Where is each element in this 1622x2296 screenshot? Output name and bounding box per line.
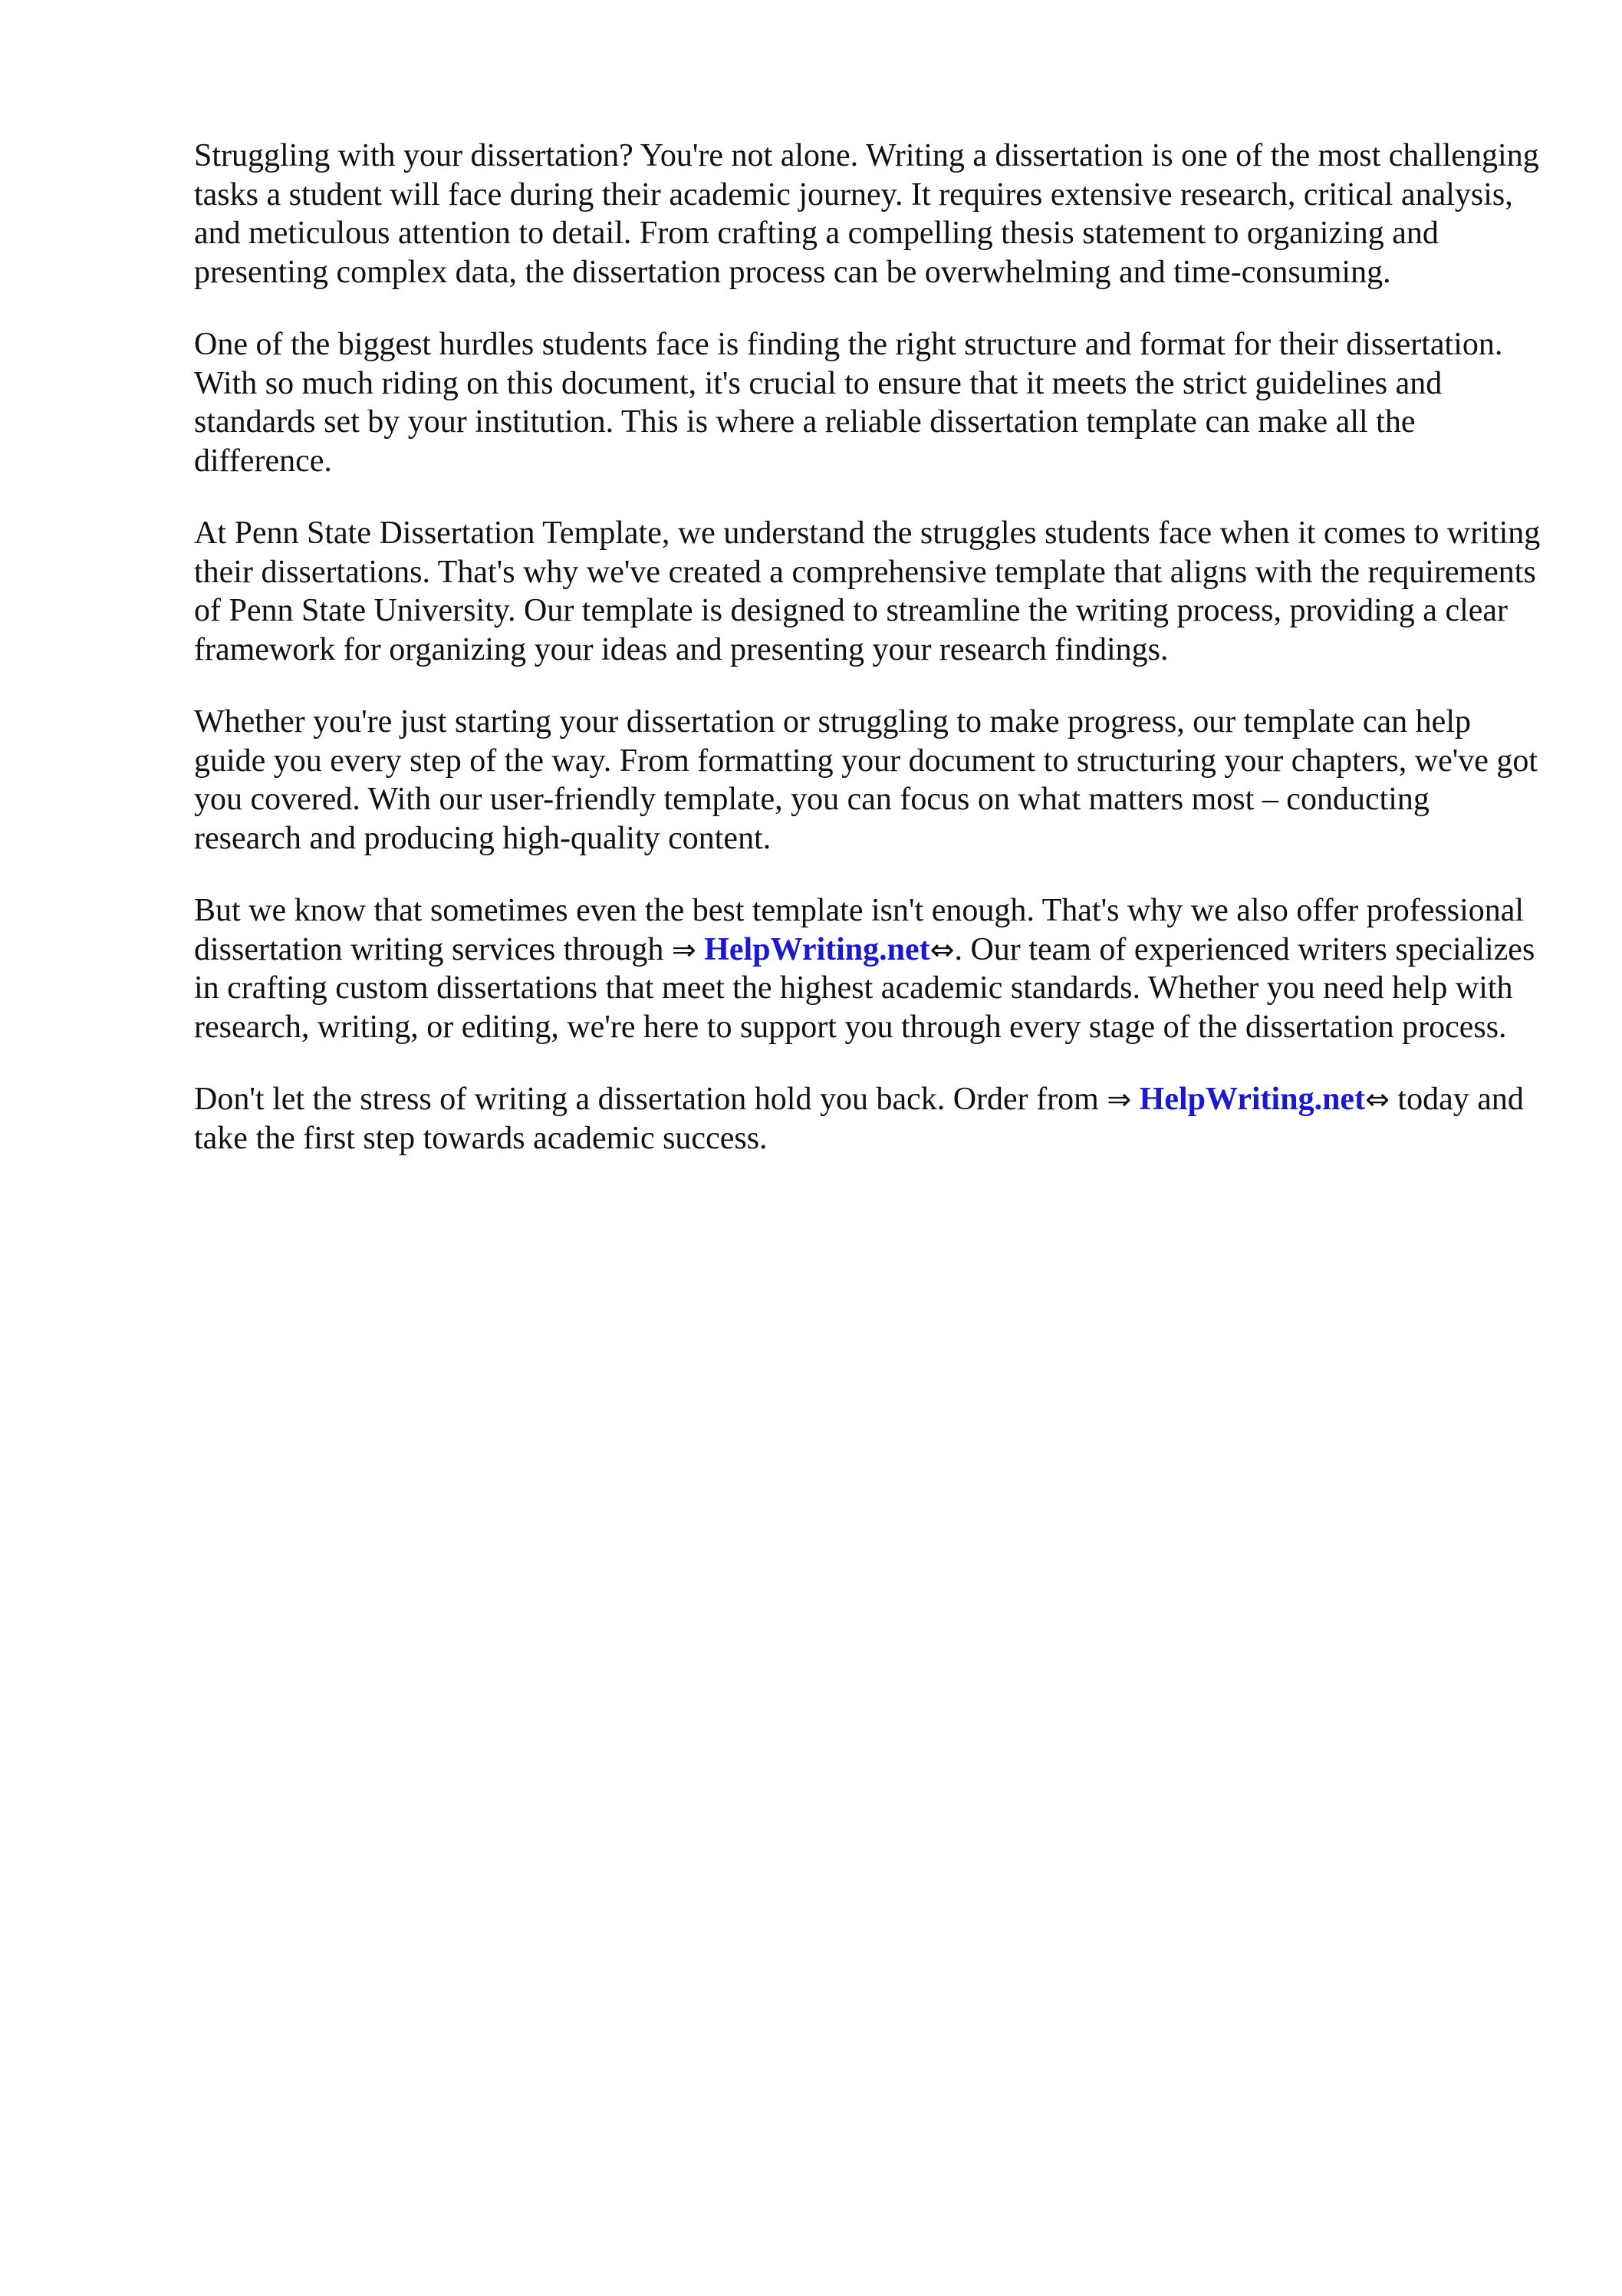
paragraph-order-text-end: today and take the first step towards academic success.	[194, 1082, 1524, 1156]
paragraph-guide: Whether you're just starting your dissertation or struggling to make progress, our template can help guide you every step of the way. From formatting your document to structuring your chapters, we've got you covered. With our user-friendly template, you can focus on what matters most – conducting research and producing high-quality content.	[194, 704, 1538, 856]
double-arrow-icon: ⇔	[1365, 1082, 1390, 1116]
paragraph-order	[194, 1080, 1544, 1158]
helpwriting-link[interactable]: HelpWriting.net	[704, 931, 930, 967]
helpwriting-link-order[interactable]: HelpWriting.net	[1139, 1082, 1366, 1117]
paragraph-template: At Penn State Dissertation Template, we understand the struggles students face when it comes to writing their dissertations. That's why we've created a comprehensive template that aligns with the requirements of Penn State University. Our template is designed to streamline the writing process, providing a clear framework for organizing your ideas and presenting your research findings.	[194, 516, 1541, 667]
right-arrow-icon: ⇒	[1107, 1082, 1132, 1116]
paragraph-services-text-start: But we know that sometimes even the best template isn't enough. That's why we also offer professional dissertation writing services through	[194, 893, 1525, 967]
paragraph-services-text-end: . Our team of experienced writers specializes in crafting custom dissertations that meet the highest academic standards. Whether you need help with research, writing, or editing, we're here to support you through every stage of the dissertation process.	[194, 931, 1535, 1045]
paragraph-order-text-start: Don't let the stress of writing a dissertation hold you back. Order from	[194, 1082, 1107, 1117]
double-arrow-icon: ⇔	[929, 932, 955, 967]
document-body	[194, 137, 1544, 1191]
paragraph-structure: One of the biggest hurdles students face is finding the right structure and format for their dissertation. With so much riding on this document, it's crucial to ensure that it meets the strict guidelines and standards set by your institution. This is where a reliable dissertation template can make all the difference.	[194, 327, 1503, 479]
paragraph-services	[194, 891, 1544, 1046]
right-arrow-icon: ⇒	[671, 932, 696, 967]
paragraph-intro: Struggling with your dissertation? You're not alone. Writing a dissertation is one of the most challenging tasks a student will face during their academic journey. It requires extensive research, critical analysis, and meticulous attention to detail. From crafting a compelling thesis statement to organizing and presenting complex data, the dissertation process can be overwhelming and time-consuming.	[194, 138, 1539, 290]
